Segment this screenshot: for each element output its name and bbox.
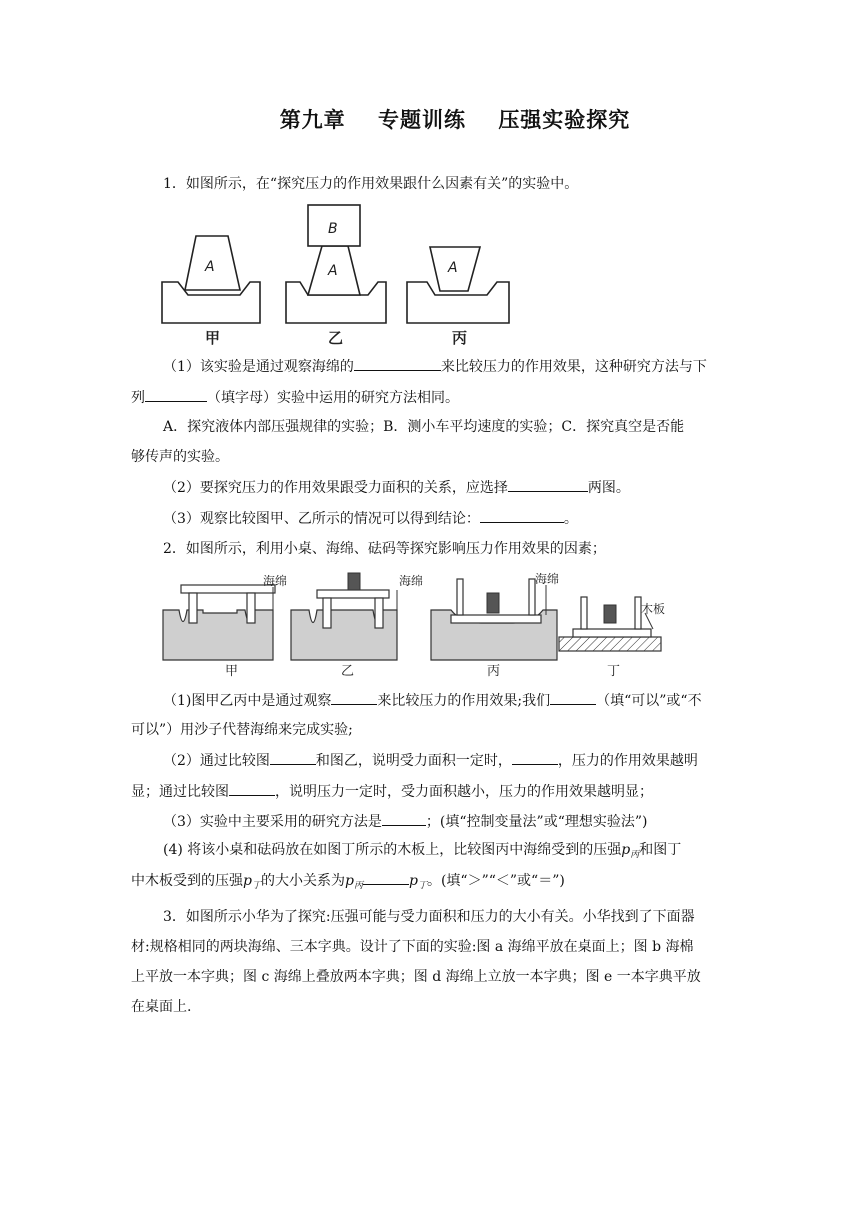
q2-part2-line1: （2）通过比较图 和图乙，说明受力面积一定时， ，压力的作用效果越明 bbox=[163, 750, 763, 771]
block-a-label: A bbox=[448, 260, 458, 276]
q2-part1-line1: （1)图甲乙丙中是通过观察 来比较压力的作用效果;我们 （填“可以”或“不 bbox=[163, 690, 763, 711]
q1-part1-line2: 列 （填字母）实验中运用的研究方法相同。 bbox=[131, 387, 731, 408]
q1-stem: 1．如图所示，在“探究压力的作用效果跟什么因素有关”的实验中。 bbox=[163, 176, 579, 192]
block-b-label: B bbox=[328, 221, 338, 237]
q3-line4: 在桌面上. bbox=[131, 999, 192, 1015]
fig-label-bing: 丙 bbox=[452, 329, 468, 347]
sponge-label: 海绵 bbox=[263, 574, 288, 588]
q1-options-line1: A．探究液体内部压强规律的实验；B．测小车平均速度的实验；C．探究真空是否能 bbox=[163, 419, 685, 435]
q3-line2: 材:规格相同的两块海绵、三本字典。设计了下面的实验:图 a 海绵平放在桌面上；图 b 海棉 bbox=[131, 939, 694, 955]
q2-part4-line2: 中木板受到的压强$p_丁$的大小关系为$p_丙$ $p_丁$。(填“＞”“＜”或“＝”) bbox=[131, 870, 731, 896]
sponge-label: 海绵 bbox=[535, 572, 560, 586]
q1-part1-line1: （1）该实验是通过观察海绵的 来比较压力的作用效果，这种研究方法与下 bbox=[163, 356, 763, 377]
fig-label-yi: 乙 bbox=[328, 329, 344, 347]
chapter-label: 第九章 bbox=[279, 108, 346, 132]
sponge-label: 海绵 bbox=[399, 574, 424, 588]
fig-label-jia: 甲 bbox=[225, 664, 239, 679]
q1-options-line2: 够传声的实验。 bbox=[131, 449, 229, 465]
q1-part2: （2）要探究压力的作用效果跟受力面积的关系，应选择 两图。 bbox=[163, 477, 763, 498]
q3-line1: 3．如图所示小华为了探究:压强可能与受力面积和压力的大小有关。小华找到了下面器 bbox=[163, 909, 695, 925]
q2-part2-line2: 显；通过比较图 ，说明压力一定时，受力面积越小，压力的作用效果越明显； bbox=[131, 781, 731, 802]
fig-label-bing: 丙 bbox=[487, 664, 501, 679]
page-title bbox=[0, 104, 860, 134]
fig-label-ding: 丁 bbox=[607, 664, 621, 679]
q2-part4-line1: (4) 将该小桌和砝码放在如图丁所示的木板上，比较图丙中海绵受到的压强$p_丙$和图丁 bbox=[163, 842, 682, 860]
block-a-label: A bbox=[205, 259, 215, 275]
topic-label: 压强实验探究 bbox=[498, 108, 631, 132]
q2-figure bbox=[161, 565, 671, 680]
board-label: 木板 bbox=[641, 602, 666, 616]
q3-line3: 上平放一本字典；图 c 海绵上叠放两本字典；图 d 海绵上立放一本字典；图 e 一本字典平放 bbox=[131, 969, 701, 985]
q2-part1-line2: 可以”）用沙子代替海绵来完成实验; bbox=[131, 722, 353, 738]
q2-stem: 2．如图所示，利用小桌、海绵、砝码等探究影响压力作用效果的因素； bbox=[163, 541, 606, 557]
q2-part3: （3）实验中主要采用的研究方法是 ；(填“控制变量法”或“理想实验法”) bbox=[163, 811, 763, 832]
q1-part3: （3）观察比较图甲、乙所示的情况可以得到结论： 。 bbox=[163, 508, 763, 529]
section-label: 专题训练 bbox=[378, 108, 466, 132]
q1-figure bbox=[160, 205, 600, 350]
fig-label-jia: 甲 bbox=[205, 329, 221, 347]
block-a-label: A bbox=[328, 263, 338, 279]
fig-label-yi: 乙 bbox=[341, 664, 355, 679]
